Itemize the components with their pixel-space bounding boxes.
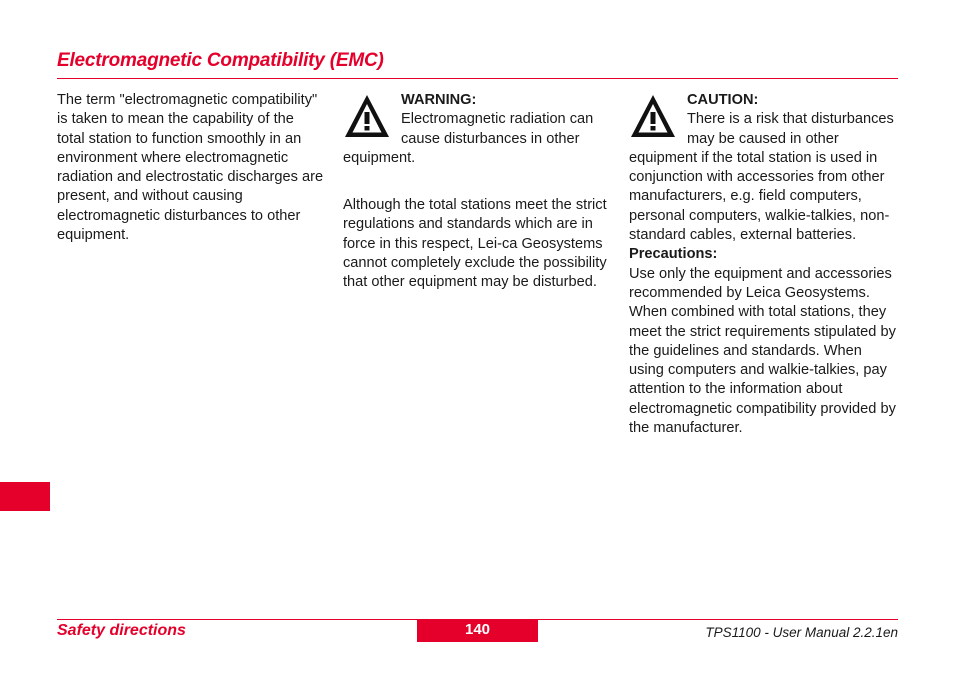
precautions-text: Use only the equipment and accessories recommended by Leica Geosystems. When combined with total stations, they meet the strict requirements stipulated by the guidelines and standards. When using computers and walkie-talkies, pay attention to the information about electromagnetic compatibility provided by the manufacturer. — [629, 265, 896, 437]
standards-paragraph: Although the total stations meet the strict regulations and standards which are in force in this respect, Lei-ca Geosystems cannot completely exclude the possibility that other equipment may be disturbed. — [343, 197, 607, 291]
intro-column — [57, 91, 325, 245]
header-divider — [57, 78, 898, 79]
warning-triangle-icon — [343, 92, 391, 140]
manual-title: TPS1100 - User Manual 2.2.1en — [705, 625, 898, 640]
warning-label: WARNING: — [401, 92, 477, 108]
caution-column — [629, 91, 899, 438]
emc-definition-text: The term "electromagnetic compatibility" is taken to mean the capability of the total station to function smoothly in an environment where electromagnetic radiation and electrostatic discharges are present, and without causing electromagnetic disturbances to other equipment. — [57, 92, 324, 244]
warning-triangle-icon — [629, 92, 677, 140]
warning-text: Electromagnetic radiation can cause disturbances in other equipment. — [343, 111, 594, 166]
page-number: 140 — [417, 620, 538, 642]
footer-section-title: Safety directions — [57, 622, 186, 639]
caution-label: CAUTION: — [687, 92, 759, 108]
caution-text: There is a risk that disturbances may be caused in other equipment if the total station is used in conjunction with accessories from other manufacturers, e.g. field computers, personal computers, walkie-talkies, non-standard cables, external batteries. — [629, 111, 894, 244]
chapter-tab — [0, 482, 50, 511]
precautions-label: Precautions: — [629, 246, 718, 263]
warning-column — [343, 91, 613, 293]
page-title: Electromagnetic Compatibility (EMC) — [57, 50, 384, 71]
